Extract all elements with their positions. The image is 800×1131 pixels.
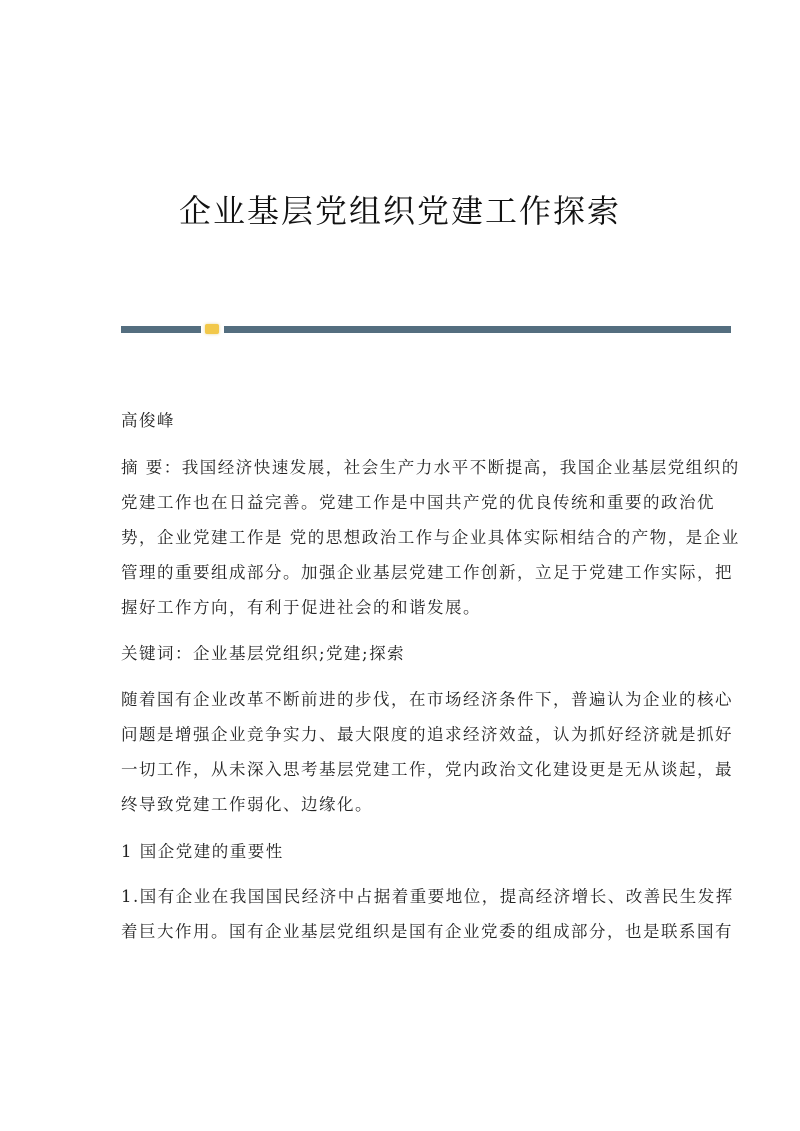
intro-line: 一切工作，从未深入思考基层党建工作，党内政治文化建设更是无从谈起，最 [121, 760, 733, 779]
intro-line: 随着国有企业改革不断前进的步伐，在市场经济条件下，普遍认为企业的核心 [121, 690, 733, 709]
section-line: 1.国有企业在我国国民经济中占据着重要地位，提高经济增长、改善民生发挥 [121, 887, 734, 906]
intro-line: 问题是增强企业竞争实力、最大限度的追求经济效益，认为抓好经济就是抓好 [121, 725, 733, 744]
keywords: 关键词：企业基层党组织;党建;探索 [121, 644, 406, 663]
abstract-line: 握好工作方向，有利于促进社会的和谐发展。 [121, 598, 481, 617]
section-heading: 1 国企党建的重要性 [121, 842, 284, 861]
abstract-line: 摘 要：我国经济快速发展，社会生产力水平不断提高，我国企业基层党组织的 [121, 458, 740, 477]
document-title: 企业基层党组织党建工作探索 [178, 192, 621, 230]
author: 高俊峰 [121, 411, 175, 430]
intro-line: 终导致党建工作弱化、边缘化。 [121, 795, 373, 814]
abstract-line: 党建工作也在日益完善。党建工作是中国共产党的优良传统和重要的政治优 [121, 493, 715, 512]
divider-left [121, 326, 201, 333]
section-line: 着巨大作用。国有企业基层党组织是国有企业党委的组成部分，也是联系国有 [121, 922, 733, 941]
abstract-line: 管理的重要组成部分。加强企业基层党建工作创新，立足于党建工作实际，把 [121, 563, 733, 582]
divider-right [224, 326, 731, 333]
divider-emblem-icon [205, 324, 219, 334]
abstract-line: 势，企业党建工作是 党的思想政治工作与企业具体实际相结合的产物，是企业 [121, 528, 740, 547]
